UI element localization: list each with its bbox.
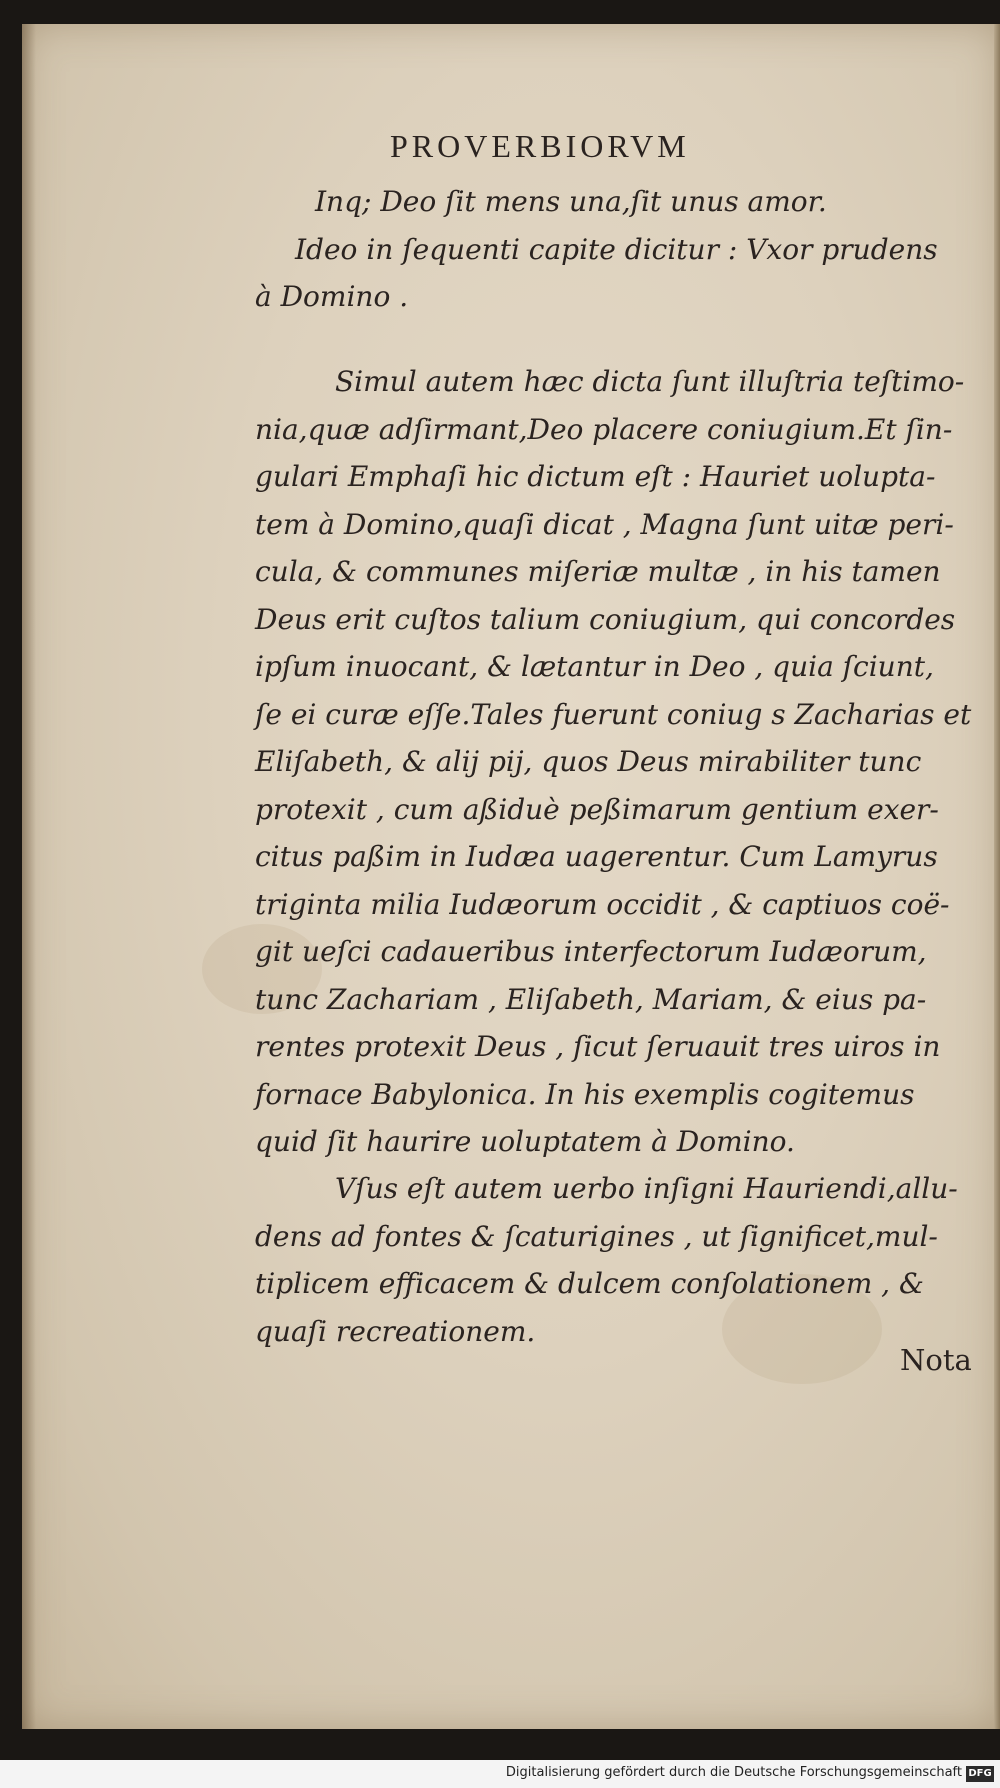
dfg-logo: DFG — [966, 1766, 994, 1782]
text-line: quaſi recreationem. — [255, 1314, 536, 1348]
text-line: ipſum inuocant, & lætantur in Deo , quia ſciunt, — [255, 650, 934, 683]
text-line: Ideo in ſequenti capite dicitur : Vxor prudens — [295, 232, 938, 266]
footer-bar — [0, 1760, 1000, 1788]
text-line: gulari Emphaſi hic dictum eſt : Hauriet uolupta- — [255, 460, 936, 493]
running-head: PROVERBIORVM — [390, 128, 690, 164]
text-line: triginta milia Iudæorum occidit , & captiuos coë- — [255, 887, 950, 921]
text-line: Eliſabeth, & alij pij, quos Deus mirabiliter tunc — [255, 745, 922, 778]
catchword: Nota — [900, 1343, 972, 1377]
text-line: Vſus eſt autem uerbo inſigni Hauriendi,allu- — [335, 1172, 958, 1205]
paragraph-1 — [255, 178, 938, 321]
text-line: nia,quæ adſirmant,Deo placere coniugium.Et ſin- — [255, 412, 953, 446]
text-line: Inq; Deo ſit mens una,ſit unus amor. — [315, 185, 827, 218]
text-line: Deus erit cuſtos talium coniugium, qui concordes — [255, 602, 956, 636]
text-line: quid ſit haurire uoluptatem à Domino. — [255, 1125, 795, 1158]
text-line: cula, & communes miſeriæ multæ , in his tamen — [255, 555, 941, 588]
text-line: fornace Babylonica. In his exemplis cogitemus — [255, 1077, 915, 1111]
text-line: tem à Domino,quaſi dicat , Magna ſunt uitæ peri- — [255, 507, 954, 541]
text-line: citus paßim in Iudæa uagerentur. Cum Lamyrus — [255, 840, 938, 873]
text-line: rentes protexit Deus , ſicut ſeruauit tres uiros in — [255, 1030, 941, 1063]
paragraph-2 — [255, 358, 971, 1166]
text-line: ſe ei curæ eſſe.Tales fuerunt coniug s Zacharias et — [255, 697, 972, 731]
paragraph-3 — [255, 1165, 958, 1355]
funding-note: Digitalisierung gefördert durch die Deutsche Forschungsgemeinschaft — [505, 1765, 962, 1780]
text-line: git ueſci cadaueribus interfectorum Iudæorum, — [255, 935, 927, 968]
text-line: tiplicem efficacem & dulcem conſolationem , & — [255, 1267, 924, 1300]
text-line: tunc Zachariam , Eliſabeth, Mariam, & eius pa- — [255, 982, 927, 1016]
text-line: dens ad fontes & ſcaturigines , ut ſignificet,mul- — [255, 1219, 938, 1253]
text-line: Simul autem hæc dicta ſunt illuſtria teſtimo- — [335, 365, 965, 398]
page-edge — [994, 24, 1000, 1729]
text-line: protexit , cum aßiduè peßimarum gentium exer- — [255, 792, 939, 826]
text-line: à Domino . — [255, 280, 409, 313]
